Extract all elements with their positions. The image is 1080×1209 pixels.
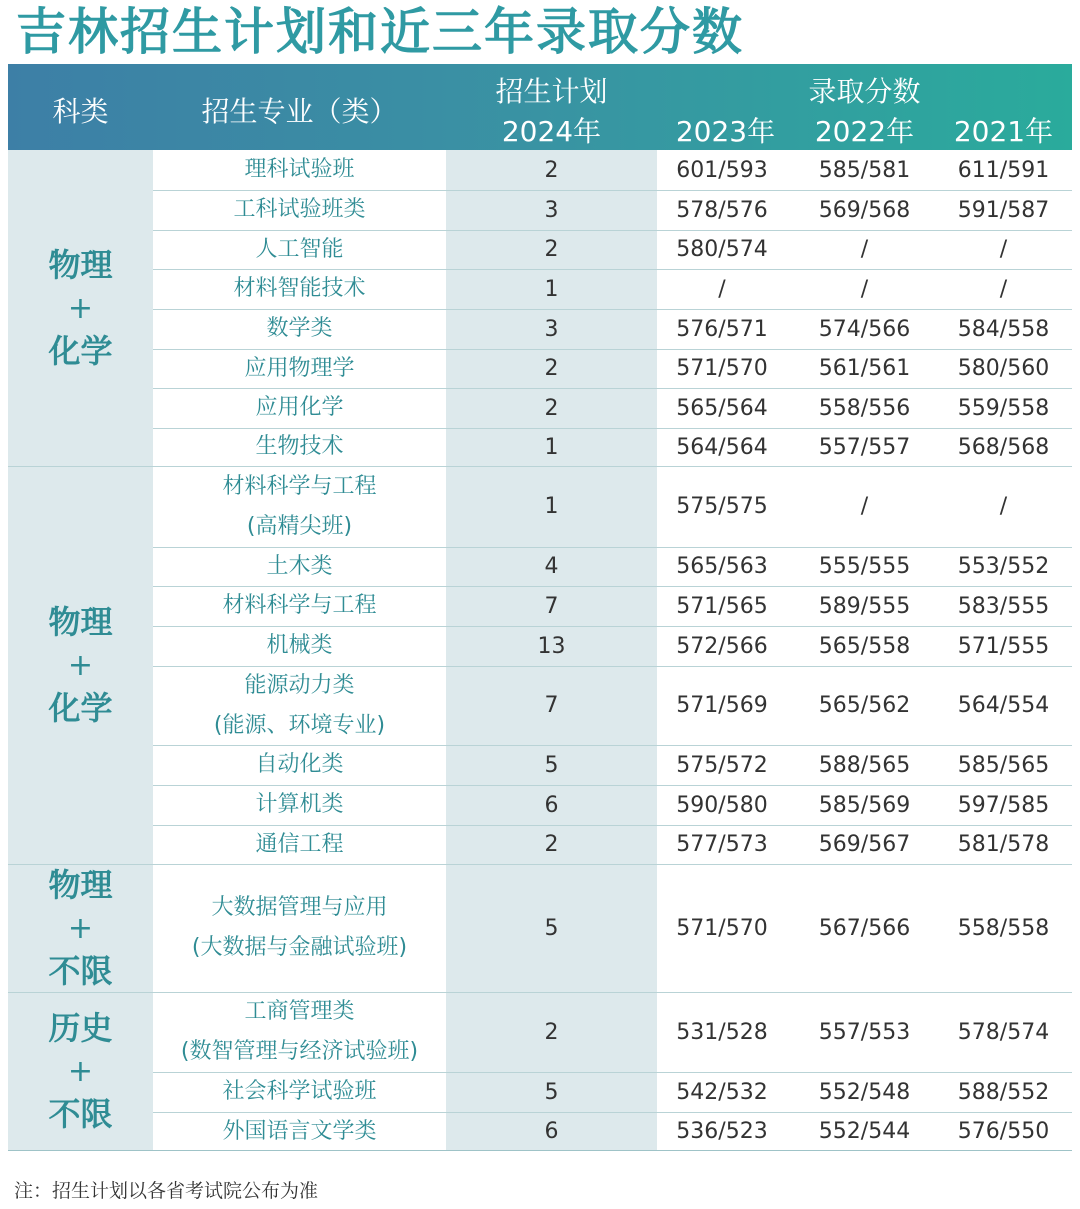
score-2022: 567/566 — [818, 915, 911, 941]
category-group-2 — [8, 466, 153, 864]
category-elective: 不限 — [48, 1095, 113, 1133]
plan-2024: 6 — [544, 792, 559, 818]
score-2023: 576/571 — [676, 316, 768, 342]
major-line: 通信工程 — [255, 831, 344, 857]
score-2022: 585/581 — [818, 157, 911, 183]
category-group-4 — [8, 992, 153, 1151]
category-subject: 物理 — [48, 865, 113, 904]
plan-2024: 2 — [544, 356, 559, 381]
row-divider — [153, 626, 1072, 627]
header-plan-year: 2024年 — [501, 115, 602, 148]
score-2022: 557/553 — [818, 1019, 911, 1045]
major-name — [153, 864, 446, 992]
score-2021: / — [999, 237, 1008, 262]
plan-2024: 7 — [544, 593, 559, 619]
score-2023: / — [718, 276, 726, 302]
score-2021: / — [999, 494, 1008, 519]
header-year-2023: 2023年 — [675, 115, 776, 148]
major-name — [153, 466, 446, 547]
major-line: 社会科学试验班 — [222, 1079, 377, 1104]
plan-2024: 1 — [544, 494, 559, 519]
table-row — [153, 785, 1072, 825]
score-2021: 611/591 — [957, 157, 1050, 183]
footnote: 注：招生计划以各省考试院公布为准 — [14, 1180, 319, 1202]
category-elective: 化学 — [48, 331, 113, 370]
major-name — [153, 666, 446, 745]
major-line: 土木类 — [266, 553, 333, 579]
row-divider — [153, 428, 1072, 429]
major-line: 机械类 — [266, 633, 333, 658]
score-2022: 565/562 — [818, 693, 911, 718]
table-row — [153, 230, 1072, 269]
plan-2024: 2 — [544, 157, 559, 183]
table-row — [153, 745, 1072, 785]
table-row — [153, 864, 1072, 992]
table-header — [8, 64, 1072, 150]
plan-2024: 2 — [544, 395, 559, 421]
category-subject: 物理 — [48, 602, 113, 641]
major-line: 材料科学与工程 — [222, 473, 377, 499]
row-divider — [153, 785, 1072, 786]
score-2021: 553/552 — [957, 554, 1050, 579]
major-line: 应用化学 — [255, 395, 344, 420]
major-name — [153, 1072, 446, 1112]
score-2023: 565/564 — [676, 395, 768, 421]
header-category: 科类 — [52, 95, 109, 128]
major-line: 应用物理学 — [244, 355, 355, 381]
row-divider — [153, 190, 1072, 191]
score-2021: 571/555 — [957, 633, 1050, 659]
major-line: 能源动力类 — [244, 672, 355, 698]
row-divider — [153, 269, 1072, 270]
score-2022: / — [860, 237, 869, 262]
row-divider — [153, 230, 1072, 231]
row-divider — [153, 666, 1072, 667]
plan-2024: 2 — [544, 1019, 559, 1045]
table-row — [153, 388, 1072, 428]
major-line: 理科试验班 — [244, 157, 355, 182]
score-2023: 531/528 — [676, 1019, 768, 1045]
score-2021: 578/574 — [957, 1019, 1050, 1045]
plan-2024: 7 — [544, 693, 559, 718]
row-divider — [153, 547, 1072, 548]
score-2023: 577/573 — [676, 832, 768, 857]
score-2023: 571/570 — [676, 356, 768, 381]
score-2023: 571/570 — [676, 915, 768, 941]
score-2022: 565/558 — [818, 633, 911, 659]
score-2021: / — [999, 276, 1008, 302]
score-2023: 536/523 — [676, 1119, 768, 1144]
score-2023: 578/576 — [676, 197, 768, 223]
major-line: 工科试验班类 — [233, 197, 366, 222]
score-2021: 568/568 — [957, 434, 1050, 460]
table-bottom-border — [8, 1150, 1072, 1151]
category-plus: + — [67, 290, 94, 326]
major-name — [153, 349, 446, 388]
table-row — [153, 992, 1072, 1072]
score-2021: 584/558 — [957, 316, 1050, 342]
header-major: 招生专业（类） — [201, 95, 398, 128]
header-scores-title: 录取分数 — [808, 75, 921, 108]
score-2023: 564/564 — [676, 434, 768, 460]
category-group-3 — [8, 864, 153, 992]
major-name — [153, 586, 446, 626]
major-line: 工商管理类 — [244, 999, 355, 1024]
score-2023: 575/575 — [676, 494, 768, 519]
category-plus: + — [67, 910, 94, 946]
plan-2024: 1 — [544, 276, 559, 302]
score-2023: 601/593 — [676, 157, 768, 183]
score-2022: 552/544 — [818, 1119, 911, 1144]
score-2023: 571/565 — [676, 593, 768, 619]
major-name — [153, 388, 446, 428]
score-2022: 555/555 — [818, 554, 911, 579]
major-name — [153, 825, 446, 864]
major-name — [153, 428, 446, 466]
category-subject: 历史 — [48, 1009, 113, 1047]
score-2021: 597/585 — [957, 792, 1050, 818]
table-row — [153, 626, 1072, 666]
major-line: (能源、环境专业) — [213, 712, 386, 738]
plan-2024: 2 — [544, 832, 559, 857]
plan-2024: 5 — [544, 1079, 559, 1105]
score-2021: 591/587 — [957, 197, 1050, 223]
plan-2024: 5 — [544, 752, 559, 778]
category-plus: + — [67, 647, 94, 683]
major-line: 生物技术 — [255, 434, 344, 459]
major-line: 人工智能 — [255, 236, 344, 262]
major-line: 自动化类 — [255, 752, 344, 777]
admission-table — [8, 64, 1072, 1151]
row-divider — [153, 349, 1072, 350]
row-divider — [153, 1112, 1072, 1113]
score-2021: 583/555 — [957, 593, 1050, 619]
category-elective: 化学 — [48, 688, 113, 727]
score-2021: 585/565 — [957, 752, 1050, 778]
row-divider — [153, 745, 1072, 746]
major-name — [153, 785, 446, 825]
plan-2024: 13 — [537, 633, 566, 659]
table-row — [153, 428, 1072, 466]
score-2022: 552/548 — [818, 1079, 911, 1105]
major-name — [153, 150, 446, 190]
table-row — [153, 150, 1072, 190]
category-group-1 — [8, 150, 153, 466]
major-line: 外国语言文学类 — [222, 1118, 377, 1144]
score-2023: 572/566 — [676, 633, 768, 659]
row-divider — [153, 586, 1072, 587]
major-line: 计算机类 — [255, 792, 344, 817]
category-subject: 物理 — [48, 245, 113, 284]
table-row — [153, 466, 1072, 547]
header-plan-title: 招生计划 — [495, 75, 608, 108]
table-row — [153, 269, 1072, 309]
score-2021: 558/558 — [957, 915, 1050, 941]
major-line: (高精尖班) — [246, 513, 353, 539]
major-name — [153, 1112, 446, 1151]
major-name — [153, 230, 446, 269]
score-2021: 576/550 — [957, 1119, 1050, 1144]
major-name — [153, 269, 446, 309]
score-2023: 580/574 — [676, 237, 768, 262]
score-2021: 581/578 — [957, 832, 1050, 857]
table-row — [153, 586, 1072, 626]
plan-2024: 4 — [544, 554, 559, 579]
row-divider — [153, 825, 1072, 826]
category-plus: + — [67, 1054, 94, 1089]
major-line: 材料科学与工程 — [222, 593, 377, 618]
header-year-2022: 2022年 — [814, 115, 915, 148]
table-row — [153, 190, 1072, 230]
score-2022: 561/561 — [818, 356, 911, 381]
major-line: 大数据管理与应用 — [211, 895, 388, 920]
score-2021: 564/554 — [957, 693, 1050, 718]
score-2023: 565/563 — [676, 554, 768, 579]
plan-2024: 2 — [544, 237, 559, 262]
table-row — [153, 666, 1072, 745]
score-2022: 569/567 — [818, 832, 911, 857]
score-2021: 580/560 — [957, 356, 1050, 381]
row-divider — [153, 309, 1072, 310]
row-divider — [153, 388, 1072, 389]
major-name — [153, 547, 446, 586]
score-2023: 575/572 — [676, 752, 768, 778]
table-row — [153, 547, 1072, 586]
page-title: 吉林招生计划和近三年录取分数 — [16, 3, 744, 61]
major-name — [153, 745, 446, 785]
header-year-2021: 2021年 — [953, 115, 1054, 148]
score-2022: 558/556 — [818, 395, 911, 421]
table-row — [153, 349, 1072, 388]
table-row — [153, 1112, 1072, 1151]
score-2021: 559/558 — [957, 395, 1050, 421]
plan-2024: 3 — [544, 197, 559, 223]
major-line: (数智管理与经济试验班) — [180, 1039, 419, 1064]
plan-2024: 6 — [544, 1119, 559, 1144]
major-line: 数学类 — [266, 316, 333, 341]
score-2022: 574/566 — [818, 316, 911, 342]
plan-2024: 5 — [544, 915, 559, 941]
plan-2024: 1 — [544, 434, 559, 460]
major-line: 材料智能技术 — [233, 276, 366, 301]
score-2022: 557/557 — [818, 434, 911, 460]
score-2023: 542/532 — [676, 1079, 768, 1105]
major-name — [153, 626, 446, 666]
score-2022: / — [860, 494, 869, 519]
score-2021: 588/552 — [957, 1079, 1050, 1105]
score-2022: 588/565 — [818, 752, 911, 778]
major-line: (大数据与金融试验班) — [191, 935, 408, 960]
score-2022: / — [860, 276, 869, 302]
major-name — [153, 309, 446, 349]
table-row — [153, 825, 1072, 864]
table-row — [153, 309, 1072, 349]
score-2023: 590/580 — [676, 792, 768, 818]
table-row — [153, 1072, 1072, 1112]
score-2022: 589/555 — [818, 593, 911, 619]
major-name — [153, 190, 446, 230]
row-divider — [153, 1072, 1072, 1073]
score-2022: 569/568 — [818, 197, 911, 223]
score-2023: 571/569 — [676, 693, 768, 718]
major-name — [153, 992, 446, 1072]
plan-2024: 3 — [544, 316, 559, 342]
category-elective: 不限 — [48, 951, 113, 990]
score-2022: 585/569 — [818, 792, 911, 818]
